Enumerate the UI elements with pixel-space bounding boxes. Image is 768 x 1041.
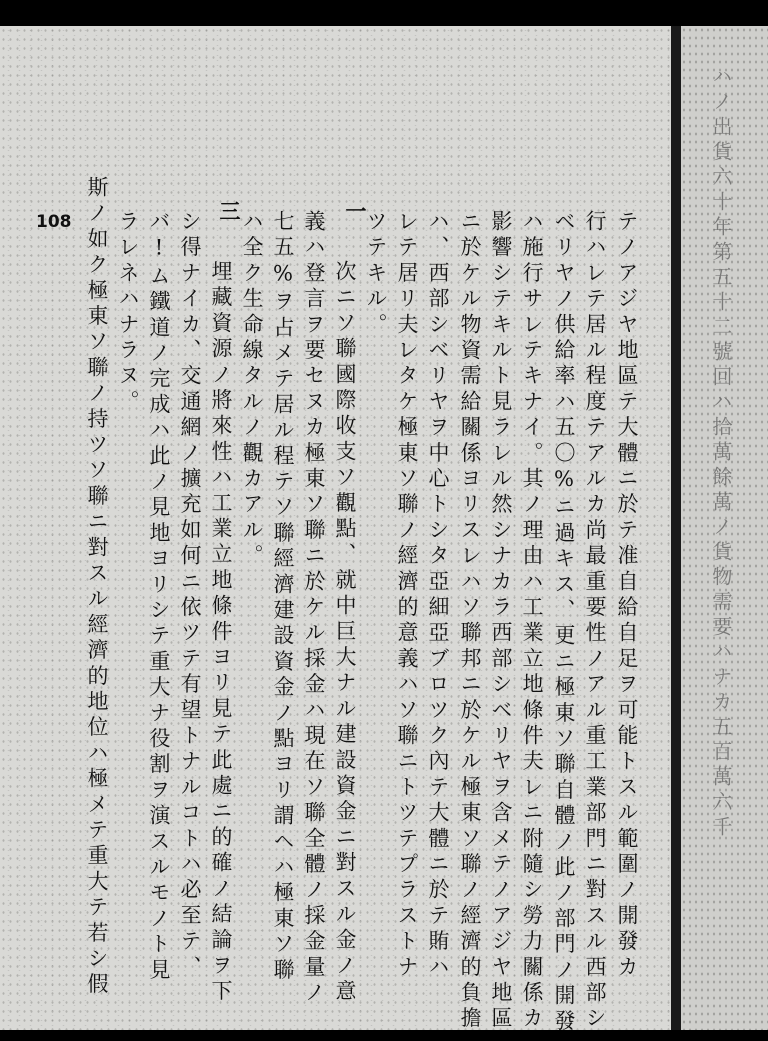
text-column-17: ラレネハナラヌ。 xyxy=(116,210,140,416)
text-column-18: 斯ノ如ク極東ソ聯ノ持ツソ聯ニ對スル經濟的地位ハ極メテ重大テ若シ假 xyxy=(85,176,109,999)
page-number: 108 xyxy=(36,212,72,232)
text-column-11: 義ハ登言ヲ要セヌカ極東ソ聯ニ於ケル採金ハ現在ソ聯全體ノ採金量ノ xyxy=(302,210,326,1007)
text-column-2: 行ハレテ居ル程度テアルカ尚最重要性ノアル重工業部門ニ對スル西部シ xyxy=(583,210,607,1033)
book-page-left xyxy=(0,26,671,1036)
text-column-9: ツテキル。 xyxy=(364,210,388,339)
text-column-5: 影響シテキルト見ラレル然シナカラ西部シベリヤヲ含メテノアジヤ地區 xyxy=(489,210,513,1033)
text-column-1: テノアジヤ地區テ大體ニ於テ准自給自足ヲ可能トスル範圍ノ開發カ xyxy=(615,210,639,981)
right-page-text-column: ハノ出貨六十年第五十二號回ハ拾萬餘萬ノ貨物需要ハナカ五百萬六千 xyxy=(709,66,733,841)
book-gutter xyxy=(671,26,681,1030)
text-column-16: バ!ム鐵道ノ完成ハ此ノ見地ヨリシテ重大ナ役割ヲ演スルモノト見 xyxy=(147,210,171,984)
text-column-6: ニ於ケル物資需給關係ヨリスレハソ聯邦ニ於ケル極東ソ聯ノ經濟的負擔 xyxy=(458,210,482,1033)
section-marker-one: 一 xyxy=(343,200,368,226)
text-column-14: 埋藏資源ノ將來性ハ工業立地條件ヨリ見テ此處ニ的確ノ結論ヲ下 xyxy=(209,260,233,1006)
text-column-10: 次ニソ聯國際收支ソ觀點、就中巨大ナル建設資金ニ對スル金ノ意 xyxy=(333,260,357,1006)
text-column-8: レテ居リ夫レタケ極東ソ聯ノ經濟的意義ハソ聯ニトツテプラストナ xyxy=(395,210,419,981)
text-column-4: ハ施行サレテキナイ。其ノ理由ハ工業立地條件夫レニ附隨シ勞力關係カ xyxy=(520,210,544,1033)
section-marker-three: 三 xyxy=(217,200,242,226)
text-column-7: ハ、西部シベリヤヲ中心トシタ亞細亞ブロツク內テ大體ニ於テ賄ハ xyxy=(426,210,450,981)
text-column-12: 七五%ヲ占メテ居ル程テソ聯經濟建設資金ノ點ヨリ謂ヘハ極東ソ聯 xyxy=(271,210,295,984)
text-column-15: シ得ナイカ、交通網ノ擴充如何ニ依ツテ有望トナルコトハ必至テ、 xyxy=(178,210,202,981)
book-page-right xyxy=(681,26,768,1030)
text-column-3: ベリヤノ供給率ハ五〇%ニ過キス、更ニ極東ソ聯自體ノ此ノ部門ノ開發 xyxy=(552,210,576,1036)
text-column-13: ハ全ク生命線タルノ觀カアル。 xyxy=(240,210,264,570)
